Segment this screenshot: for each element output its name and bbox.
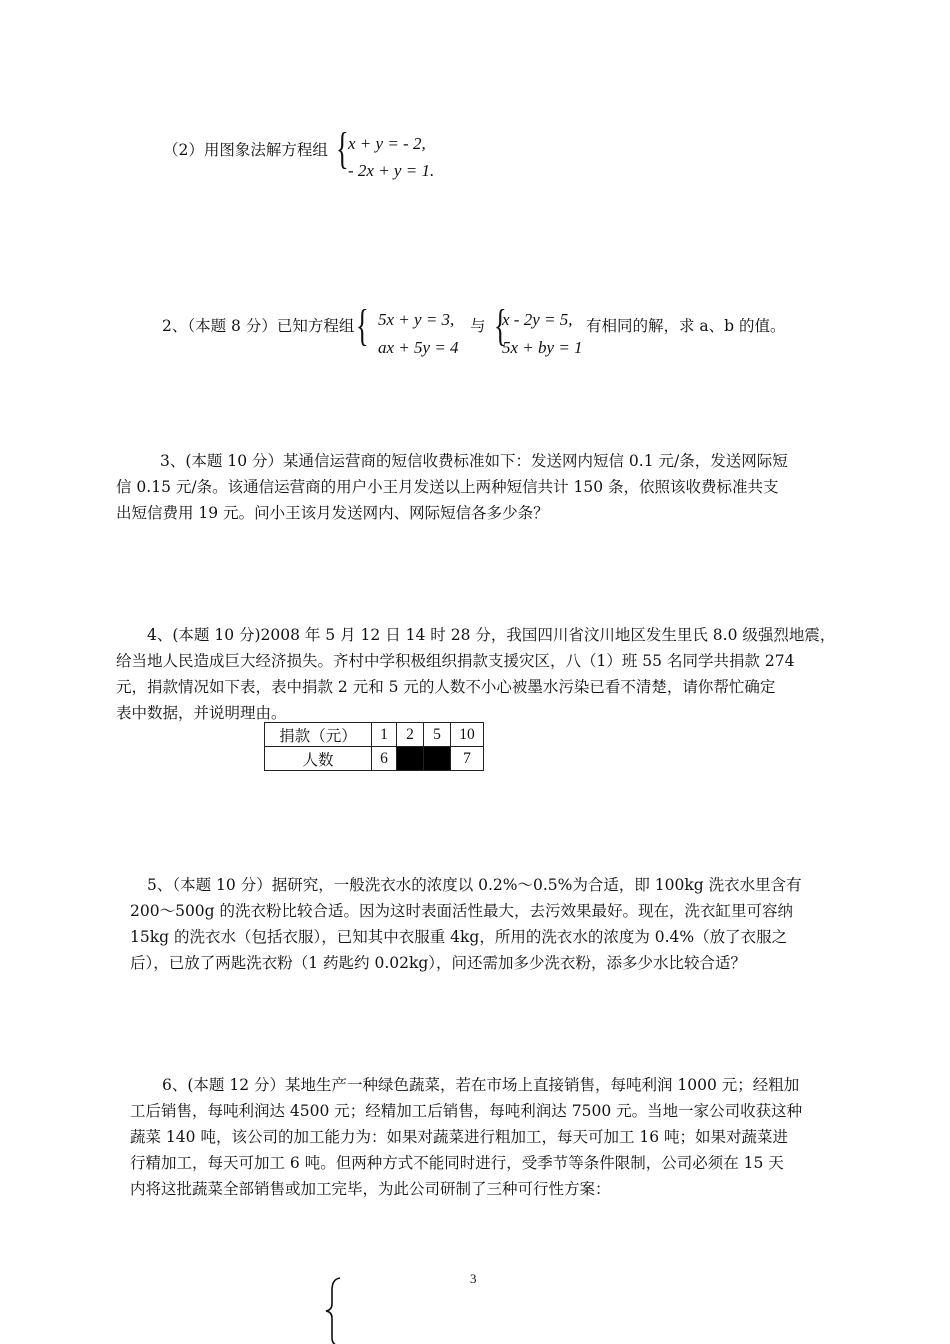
p4-line3: 元，捐款情况如下表，表中捐款 2 元和 5 元的人数不小心被墨水污染已看不清楚，请你帮忙确定 xyxy=(116,678,776,696)
table-cell: 捐款（元） xyxy=(265,723,372,747)
p4-line2: 给当地人民造成巨大经济损失。齐村中学积极组织捐款支援灾区，八（1）班 55 名同学共捐款 274 xyxy=(116,652,795,670)
table-cell: 1 xyxy=(372,723,397,747)
p6-line1: 6、(本题 12 分）某地生产一种绿色蔬菜，若在市场上直接销售，每吨利润 1000 元；经粗加 xyxy=(162,1076,800,1094)
p4-line4: 表中数据，并说明理由。 xyxy=(116,704,287,722)
p2-tail: 有相同的解，求 a、b 的值。 xyxy=(586,317,786,335)
brace-icon: { xyxy=(494,301,507,350)
page-number: 3 xyxy=(470,1271,477,1286)
table-row xyxy=(265,723,484,747)
p6-line3: 蔬菜 140 吨，该公司的加工能力为：如果对蔬菜进行粗加工，每天可加工 16 吨；如果对蔬菜进 xyxy=(130,1128,789,1146)
p2-sys1-eq1: 5x + y = 3, xyxy=(378,310,455,329)
p3-line2: 信 0.15 元/条。该通信运营商的用户小王月发送以上两种短信共计 150 条，依照该收费标准共支 xyxy=(116,478,779,496)
p1-label: （2）用图象法解方程组 xyxy=(163,141,328,159)
p2-connector: 与 xyxy=(470,317,486,335)
table-cell: 6 xyxy=(372,747,397,771)
p2-label: 2、（本题 8 分）已知方程组 xyxy=(162,317,355,335)
brace-icon: { xyxy=(336,124,349,173)
p6-line4: 行精加工，每天可加工 6 吨。但两种方式不能同时进行，受季节等条件限制，公司必须在 15 天 xyxy=(130,1154,784,1172)
table-cell: 2 xyxy=(397,723,424,747)
table-cell: 5 xyxy=(424,723,451,747)
table-cell: 10 xyxy=(451,723,484,747)
p6-line2: 工后销售，每吨利润达 4500 元；经精加工后销售，每吨利润达 7500 元。当地一家公司收获这种 xyxy=(130,1102,803,1120)
p3-line3: 出短信费用 19 元。问小王该月发送网内、网际短信各多少条？ xyxy=(116,504,549,522)
p4-line1: 4、(本题 10 分)2008 年 5 月 12 日 14 时 28 分，我国四川省汶川地区发生里氏 8.0 级强烈地震， xyxy=(147,626,836,644)
p2-sys2-eq1: x - 2y = 5, xyxy=(502,310,573,329)
ink-blot-cell xyxy=(397,747,424,771)
p5-line3: 15kg 的洗衣水（包括衣服），已知其中衣服重 4kg，所用的洗衣水的浓度为 0.4%（放了衣服之 xyxy=(130,928,788,946)
table-cell: 7 xyxy=(451,747,484,771)
p5-line1: 5、（本题 10 分）据研究，一般洗衣水的浓度以 0.2%～0.5%为合适，即 100kg 洗衣水里含有 xyxy=(147,876,802,894)
p1-eq1: x + y = - 2, xyxy=(348,134,426,153)
brace-icon: { xyxy=(356,301,369,350)
p1-eq2: - 2x + y = 1. xyxy=(348,161,435,180)
p5-line2: 200～500g 的洗衣粉比较合适。因为这时表面活性最大，去污效果最好。现在，洗衣缸里可容纳 xyxy=(130,902,794,920)
table-cell: 人数 xyxy=(265,747,372,771)
donation-table xyxy=(264,722,484,771)
p5-line4: 后），已放了两匙洗衣粉（1 药匙约 0.02kg），问还需加多少洗衣粉，添多少水比较合适？ xyxy=(130,954,747,972)
p6-line5: 内将这批蔬菜全部销售或加工完毕，为此公司研制了三种可行性方案： xyxy=(130,1180,611,1198)
p3-line1: 3、(本题 10 分）某通信运营商的短信收费标准如下：发送网内短信 0.1 元/条，发送网际短 xyxy=(160,452,788,470)
brace-icon xyxy=(322,1276,346,1344)
table-row xyxy=(265,747,484,771)
p2-sys1-eq2: ax + 5y = 4 xyxy=(378,338,459,357)
ink-blot-cell xyxy=(424,747,451,771)
p2-sys2-eq2: 5x + by = 1 xyxy=(502,338,583,357)
